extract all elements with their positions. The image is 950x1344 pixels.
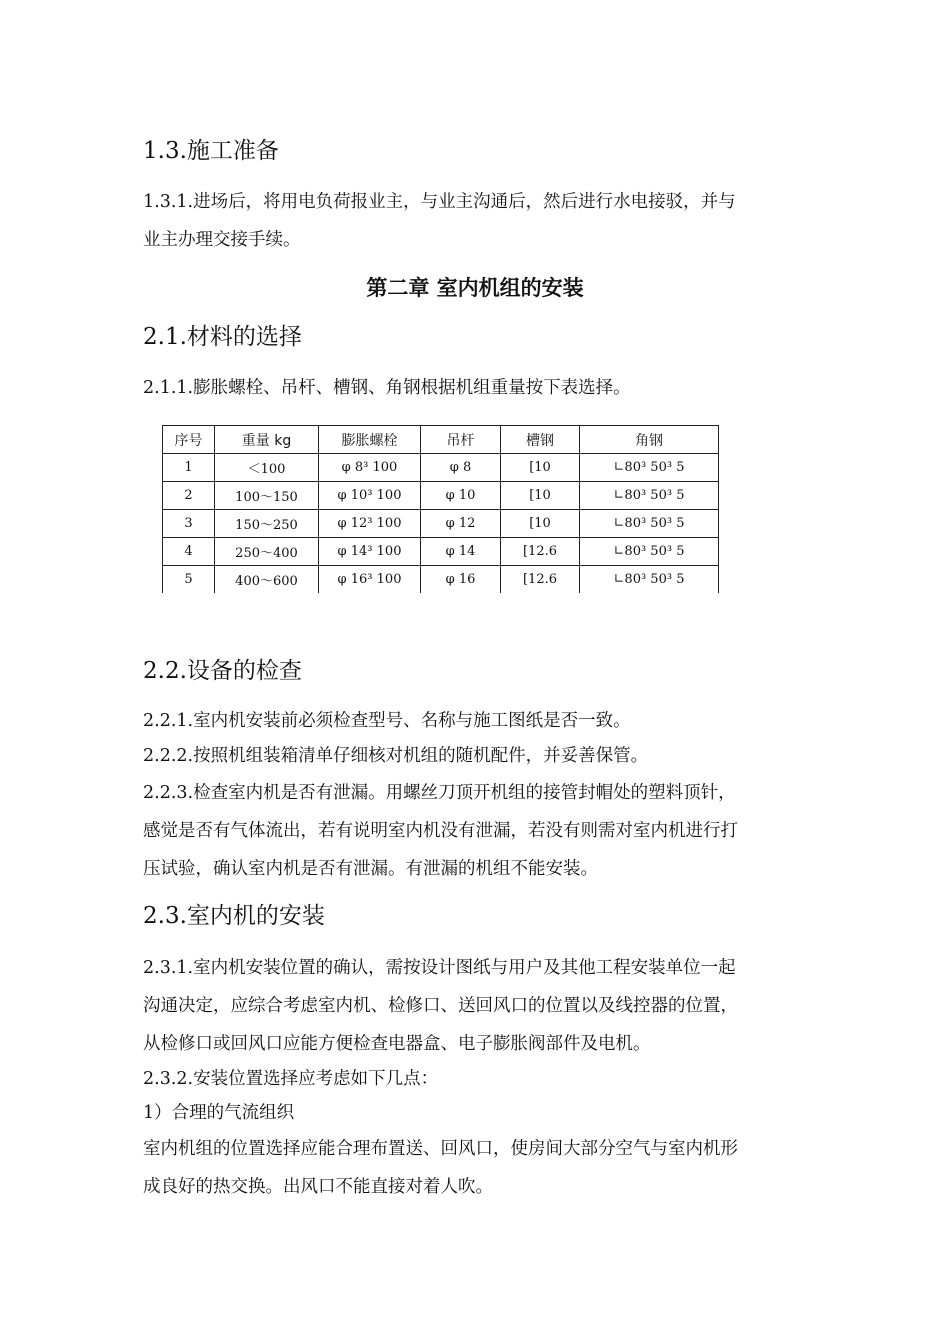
table-row	[163, 454, 719, 482]
table-cell: 100～150	[215, 482, 319, 510]
paragraph-2-1-1: 2.1.1.膨胀螺栓、吊杆、槽钢、角钢根据机组重量按下表选择。	[143, 378, 631, 398]
table-cell: 4	[163, 538, 215, 566]
header-channel-steel: 槽钢	[501, 426, 580, 454]
table-cell: ＜100	[215, 454, 319, 482]
header-angle-steel: 角钢	[580, 426, 719, 454]
table-cell: [10	[501, 454, 580, 482]
list-item-1-line-1: 室内机组的位置选择应能合理布置送、回风口，使房间大部分空气与室内机形	[143, 1139, 738, 1159]
paragraph-2-2-3-line-1: 2.2.3.检查室内机是否有泄漏。用螺丝刀顶开机组的接管封帽处的塑料顶针，	[143, 783, 736, 803]
paragraph-2-3-1-line-2: 沟通决定，应综合考虑室内机、检修口、送回风口的位置以及线控器的位置，	[143, 996, 738, 1016]
header-hanger-rod: 吊杆	[421, 426, 501, 454]
header-index: 序号	[163, 426, 215, 454]
paragraph-2-2-3-line-2: 感觉是否有气体流出，若有说明室内机没有泄漏，若没有则需对室内机进行打	[143, 821, 738, 841]
table-cell: φ 8	[421, 454, 501, 482]
table-cell: ∟80³ 50³ 5	[580, 510, 719, 538]
table-cell: φ 16	[421, 566, 501, 594]
table-cell: [12.6	[501, 566, 580, 594]
chapter-2-title: 第二章 室内机组的安装	[366, 276, 584, 300]
table-row	[163, 538, 719, 566]
paragraph-2-3-1-line-3: 从检修口或回风口应能方便检查电器盒、电子膨胀阀部件及电机。	[143, 1034, 651, 1054]
list-item-1-line-2: 成良好的热交换。出风口不能直接对着人吹。	[143, 1177, 493, 1197]
table-row	[163, 510, 719, 538]
table-cell: [10	[501, 482, 580, 510]
table-cell: φ 8³ 100	[319, 454, 421, 482]
paragraph-2-3-1-line-1: 2.3.1.室内机安装位置的确认，需按设计图纸与用户及其他工程安装单位一起	[143, 958, 736, 978]
section-2-3-title: 2.3.室内机的安装	[143, 903, 325, 929]
paragraph-2-2-2: 2.2.2.按照机组装箱清单仔细核对机组的随机配件，并妥善保管。	[143, 746, 649, 766]
paragraph-2-2-3-line-3: 压试验，确认室内机是否有泄漏。有泄漏的机组不能安装。	[143, 859, 598, 879]
table-cell: φ 12³ 100	[319, 510, 421, 538]
table-cell: [10	[501, 510, 580, 538]
table-cell: 400～600	[215, 566, 319, 594]
material-selection-table	[162, 425, 719, 593]
table-cell: 2	[163, 482, 215, 510]
table-cell: φ 12	[421, 510, 501, 538]
table-cell: ∟80³ 50³ 5	[580, 566, 719, 594]
table-row	[163, 566, 719, 594]
table-cell: ∟80³ 50³ 5	[580, 538, 719, 566]
table-cell: φ 10³ 100	[319, 482, 421, 510]
table-header-row	[163, 426, 719, 454]
paragraph-1-3-1-line-1: 1.3.1.进场后，将用电负荷报业主，与业主沟通后，然后进行水电接驳，并与	[143, 192, 736, 212]
list-item-1-title: 1）合理的气流组织	[143, 1103, 295, 1123]
table-cell: 5	[163, 566, 215, 594]
table-cell: 250～400	[215, 538, 319, 566]
section-2-1-title: 2.1.材料的选择	[143, 324, 302, 350]
table-cell: φ 10	[421, 482, 501, 510]
header-weight: 重量 kg	[215, 426, 319, 454]
paragraph-2-3-2: 2.3.2.安装位置选择应考虑如下几点：	[143, 1069, 439, 1089]
table-cell: 150～250	[215, 510, 319, 538]
table-cell: φ 16³ 100	[319, 566, 421, 594]
paragraph-1-3-1-line-2: 业主办理交接手续。	[143, 230, 301, 250]
table-cell: 1	[163, 454, 215, 482]
table-cell: ∟80³ 50³ 5	[580, 482, 719, 510]
table-row	[163, 482, 719, 510]
section-2-2-title: 2.2.设备的检查	[143, 658, 302, 684]
table-cell: 3	[163, 510, 215, 538]
table-cell: φ 14	[421, 538, 501, 566]
table-cell: [12.6	[501, 538, 580, 566]
paragraph-2-2-1: 2.2.1.室内机安装前必须检查型号、名称与施工图纸是否一致。	[143, 711, 631, 731]
table-cell: ∟80³ 50³ 5	[580, 454, 719, 482]
table-cell: φ 14³ 100	[319, 538, 421, 566]
header-expansion-bolt: 膨胀螺栓	[319, 426, 421, 454]
section-1-3-title: 1.3.施工准备	[143, 138, 279, 164]
